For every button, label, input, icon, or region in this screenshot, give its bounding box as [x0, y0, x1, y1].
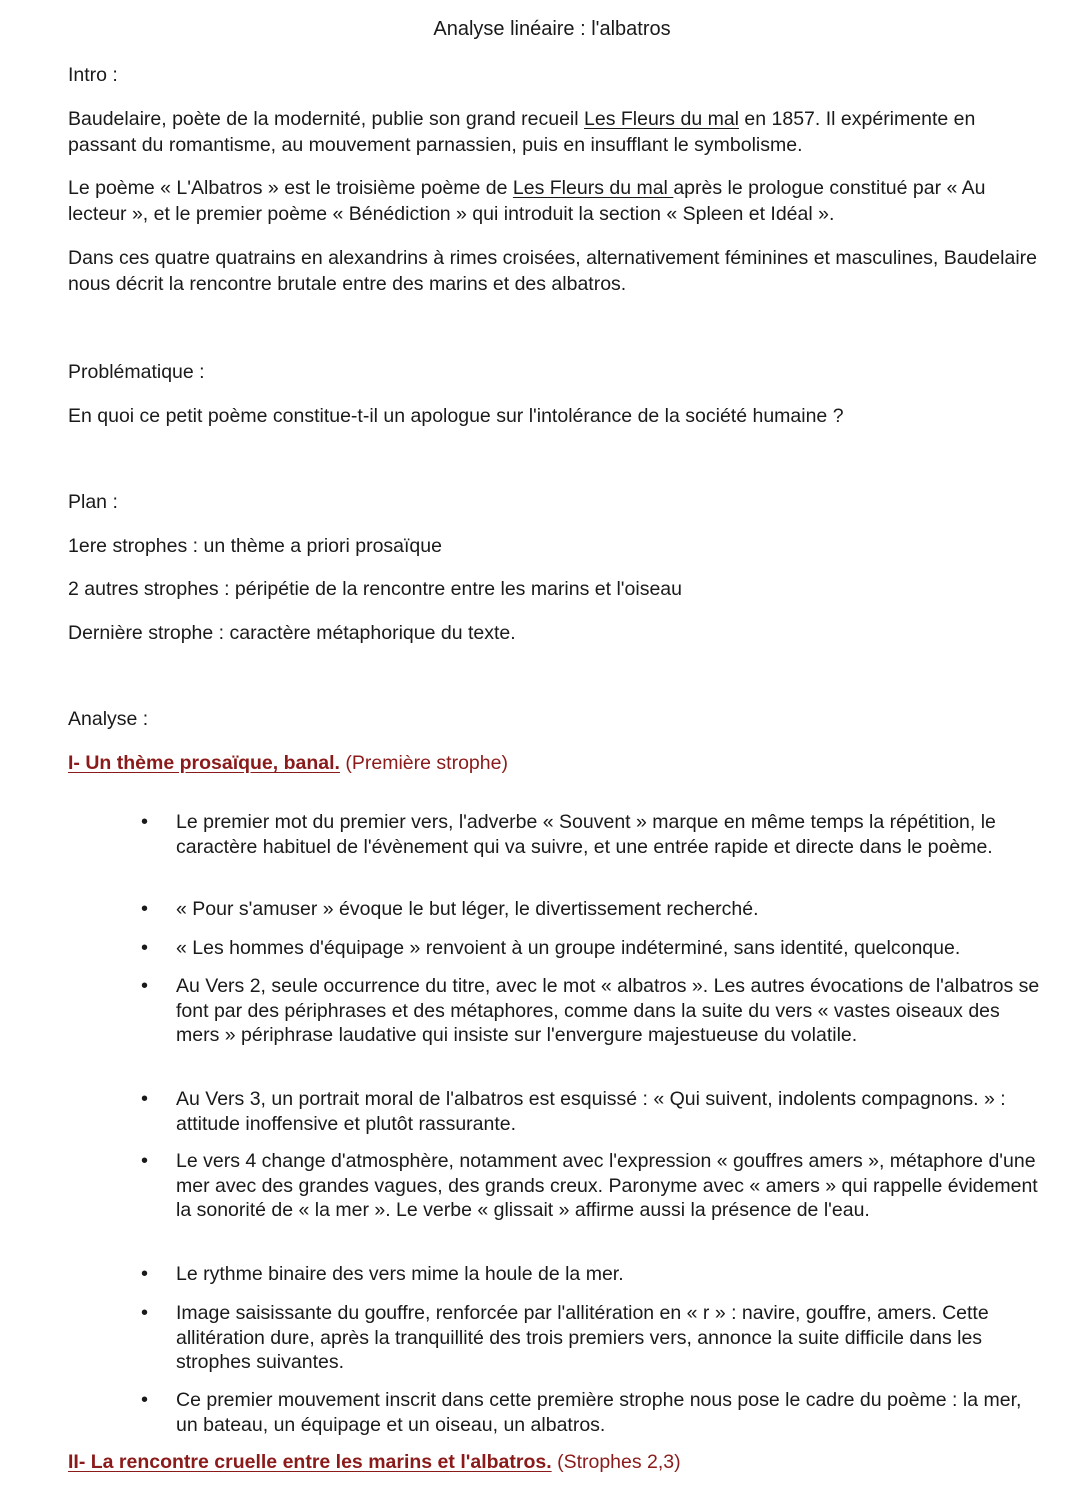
- plan-item-1: 1ere strophes : un thème a priori prosaïque: [68, 535, 442, 557]
- section-2-title: II- La rencontre cruelle entre les marins et l'albatros.: [68, 1451, 552, 1473]
- intro-p1-text-a: Baudelaire, poète de la modernité, publie son grand recueil: [68, 108, 585, 130]
- bullet-text: Le premier mot du premier vers, l'adverbe « Souvent » marque en même temps la répétition, le caractère habituel de l'évènement qui va suivre, et une entrée rapide et directe dans le poème.: [176, 811, 996, 858]
- list-item: [141, 936, 1046, 961]
- bullet-text: « Pour s'amuser » évoque le but léger, le divertissement recherché.: [176, 898, 759, 920]
- document-title: Analyse linéaire : l'albatros: [433, 18, 671, 40]
- list-item: [141, 1388, 1046, 1437]
- bullet-text: Image saisissante du gouffre, renforcée par l'allitération en « r » : navire, gouffre, amers. Cette allitération dure, après la tranquillité des trois premiers vers, annonce la suite difficile dans les strophes suivantes.: [176, 1302, 989, 1373]
- bullet-icon: •: [141, 898, 149, 920]
- bullet-icon: •: [141, 1389, 149, 1411]
- bullet-text: Ce premier mouvement inscrit dans cette première strophe nous pose le cadre du poème : la mer, un bateau, un équipage et un oiseau, un albatros.: [176, 1389, 1022, 1436]
- book-title-underlined: Les Fleurs du mal: [584, 108, 739, 130]
- bullet-text: « Les hommes d'équipage » renvoient à un groupe indéterminé, sans identité, quelconque.: [176, 937, 961, 959]
- bullet-icon: •: [141, 811, 149, 833]
- list-item: [141, 1087, 1046, 1136]
- bullet-icon: •: [141, 1150, 149, 1172]
- bullet-text: Le vers 4 change d'atmosphère, notamment avec l'expression « gouffres amers », métaphore d'une mer avec des grandes vagues, des grands creux. Paronyme avec « amers » qui rappelle évidement la sonorité de « la mer ». Le verbe « glissait » affirme aussi la présence de l'eau.: [176, 1150, 1038, 1221]
- plan-item-2: 2 autres strophes : péripétie de la rencontre entre les marins et l'oiseau: [68, 578, 682, 600]
- problematique-label: Problématique :: [68, 361, 205, 383]
- problematique-text: En quoi ce petit poème constitue-t-il un apologue sur l'intolérance de la société humaine ?: [68, 405, 844, 427]
- intro-p2-text-a: Le poème « L'Albatros » est le troisième poème de: [68, 177, 513, 199]
- bullet-text: Au Vers 3, un portrait moral de l'albatros est esquissé : « Qui suivent, indolents compagnons. » : attitude inoffensive et plutôt rassurante.: [176, 1088, 1006, 1135]
- section-1-title: I- Un thème prosaïque, banal.: [68, 752, 340, 774]
- list-item: [141, 974, 1046, 1048]
- section-1-heading: [68, 750, 1048, 776]
- section-1-subtitle: (Première strophe): [339, 752, 508, 774]
- intro-label: Intro :: [68, 64, 118, 86]
- list-item: [141, 897, 1046, 922]
- intro-paragraph-1: [68, 106, 1048, 158]
- bullet-text: Au Vers 2, seule occurrence du titre, avec le mot « albatros ». Les autres évocations de l'albatros se font par des périphrases et des métaphores, comme dans la suite du vers « vastes oiseaux des mers » périphrase laudative qui insiste sur l'envergure majestueuse du volatile.: [176, 975, 1040, 1046]
- bullet-icon: •: [141, 1263, 149, 1285]
- intro-p1-text-b: en 1857. Il expérimente en passant du romantisme, au mouvement parnassien, puis en insufflant le symbolisme.: [68, 108, 976, 156]
- bullet-icon: •: [141, 975, 149, 997]
- intro-p2-text-b: après le prologue constitué par « Au lecteur », et le premier poème « Bénédiction » qui introduit la section « Spleen et Idéal ».: [68, 177, 986, 225]
- bullet-icon: •: [141, 1302, 149, 1324]
- bullet-text: Le rythme binaire des vers mime la houle de la mer.: [176, 1263, 624, 1285]
- list-item: [141, 1149, 1046, 1223]
- plan-item-3: Dernière strophe : caractère métaphorique du texte.: [68, 622, 516, 644]
- analyse-label: Analyse :: [68, 708, 149, 730]
- plan-label: Plan :: [68, 491, 118, 513]
- intro-paragraph-2: [68, 175, 1048, 227]
- bullet-icon: •: [141, 1088, 149, 1110]
- intro-paragraph-3: Dans ces quatre quatrains en alexandrins à rimes croisées, alternativement féminines et masculines, Baudelaire nous décrit la rencontre brutale entre des marins et des albatros.: [68, 247, 1037, 295]
- list-item: [141, 1301, 1046, 1375]
- section-2-heading: [68, 1449, 1048, 1475]
- section-2-subtitle: (Strophes 2,3): [551, 1451, 681, 1473]
- book-title-underlined: Les Fleurs du mal: [512, 177, 674, 199]
- list-item: [141, 1262, 1046, 1287]
- bullet-icon: •: [141, 937, 149, 959]
- list-item: [141, 810, 1046, 859]
